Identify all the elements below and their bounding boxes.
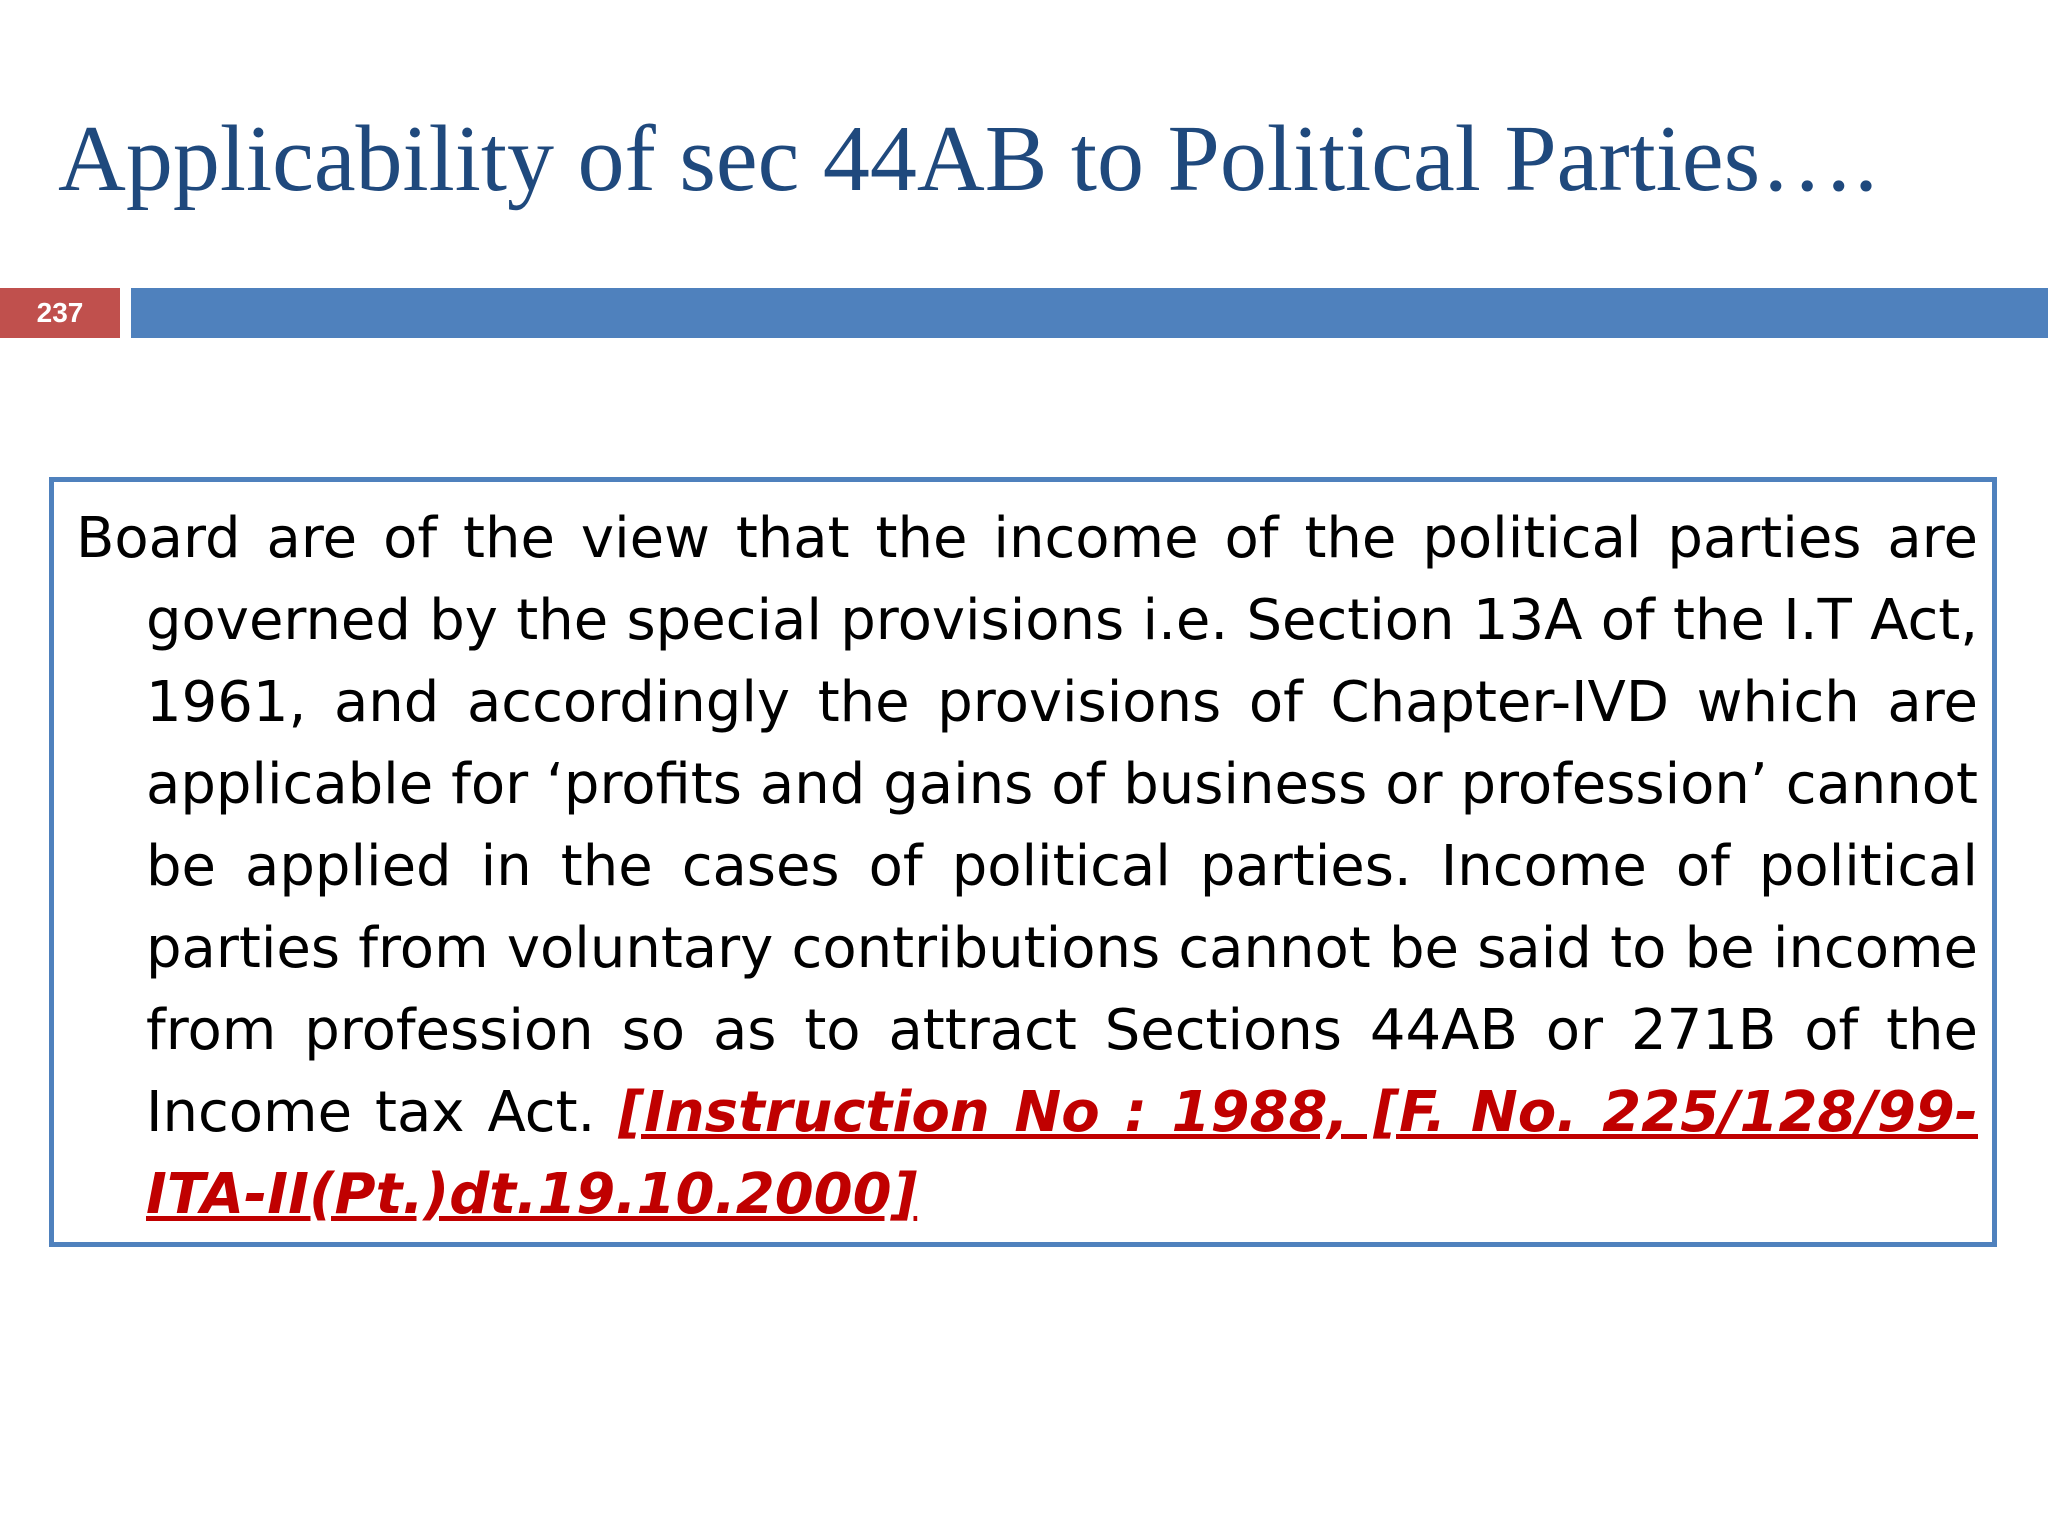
title-accent-bar (131, 288, 2048, 338)
body-text: Board are of the view that the income of the political parties are governed by the special provisions i.e. Section 13A of the I.T Act, 1961, and accordingly the provisions of Chapter-IVD which are applicable for ‘profits and gains of business or profession’ cannot be applied in the cases of political parties. Income of political parties from voluntary contributions cannot be said to be income from profession so as to attract Sections 44AB or 271B of the Income tax Act. (76, 506, 1978, 1145)
content-box (49, 477, 1997, 1247)
slide-title: Applicability of sec 44AB to Political Parties…. (58, 107, 1878, 211)
slide-number: 237 (0, 288, 120, 338)
citation-reference: [Instruction No : 1988, [F. No. 225/128/99-ITA-II(Pt.)dt.19.10.2000] (146, 1080, 1978, 1227)
body-paragraph (76, 498, 1978, 1236)
